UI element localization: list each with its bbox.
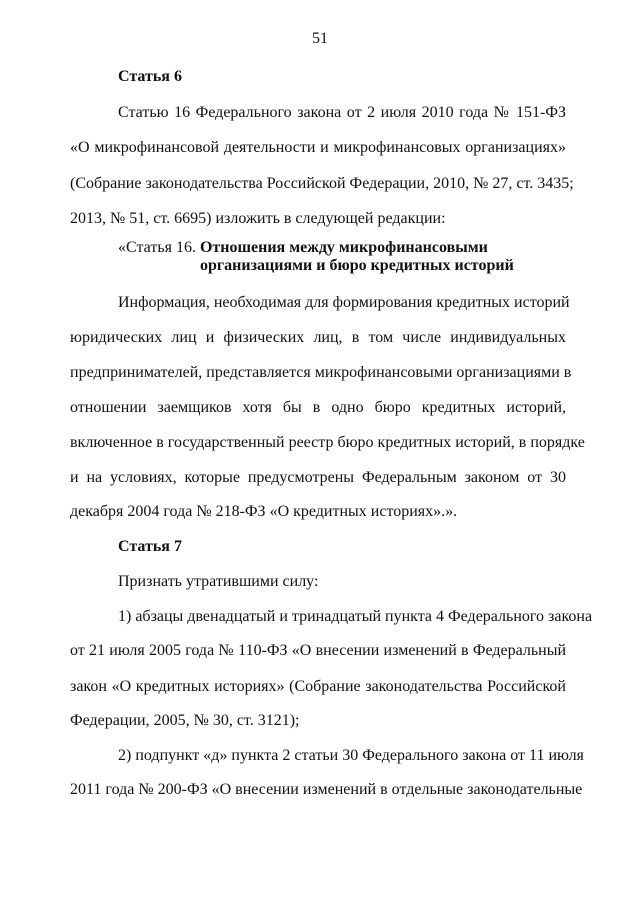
body-line-2: юридических лиц и физических лиц, в том числе индивидуальных [70,329,566,346]
item-1-line-2: от 21 июля 2005 года № 110-ФЗ «О внесении изменений в Федеральный [70,642,566,659]
body-line-6: и на условиях, которые предусмотрены Федеральным законом от 30 [70,469,566,486]
article-7-heading: Статья 7 [118,538,182,555]
quoted-article-title-line-2: организациями и бюро кредитных историй [200,257,514,274]
quoted-article-title-part-1: Отношения между микрофинансовыми [199,239,488,256]
item-2-line-2: 2011 года № 200-ФЗ «О внесении изменений в отдельные законодательные [70,781,583,798]
body-line-7: декабря 2004 года № 218-ФЗ «О кредитных историях».». [70,503,458,520]
article-6-line-4: 2013, № 51, ст. 6695) изложить в следующей редакции: [70,210,446,227]
article-6-line-3: (Собрание законодательства Российской Федерации, 2010, № 27, ст. 3435; [70,175,574,192]
article-6-line-2: «О микрофинансовой деятельности и микрофинансовых организациях» [70,139,566,156]
item-1-line-1: 1) абзацы двенадцатый и тринадцатый пункта 4 Федерального закона [118,608,593,625]
item-1-line-4: Федерации, 2005, № 30, ст. 3121); [70,712,300,729]
quoted-article-prefix: «Статья 16. [118,239,196,256]
body-line-3: предпринимателей, представляется микрофинансовыми организациями в [70,364,572,381]
body-line-4: отношении заемщиков хотя бы в одно бюро кредитных историй, [70,399,566,416]
item-2-line-1: 2) подпункт «д» пункта 2 статьи 30 Федерального закона от 11 июля [118,747,584,764]
quoted-article-title-line-1 [118,238,566,258]
page-number: 51 [312,30,328,47]
article-6-line-1: Статью 16 Федерального закона от 2 июля 2010 года № 151-ФЗ [118,104,566,121]
item-1-line-3: закон «О кредитных историях» (Собрание законодательства Российской [70,678,566,695]
body-line-5: включенное в государственный реестр бюро кредитных историй, в порядке [70,434,585,451]
article-6-heading: Статья 6 [118,68,182,85]
body-line-1: Информация, необходимая для формирования кредитных историй [118,294,570,311]
article-7-intro: Признать утратившими силу: [118,573,319,590]
